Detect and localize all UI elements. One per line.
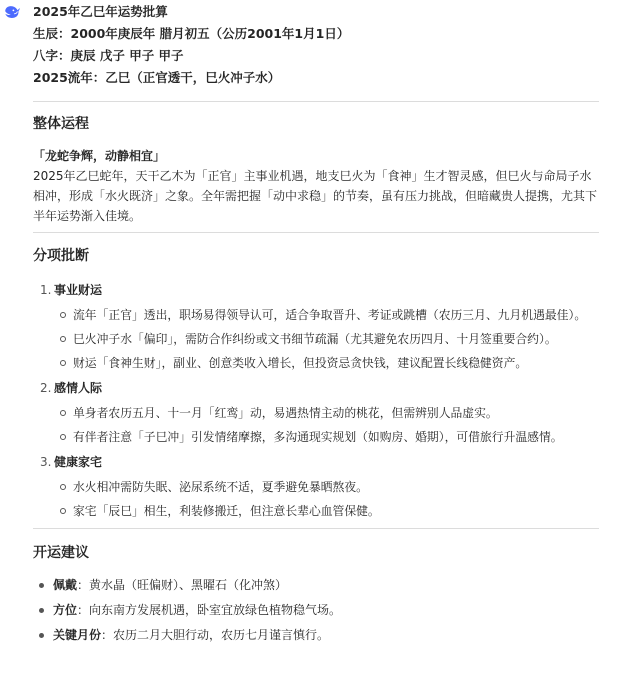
advice-label: 方位 (53, 603, 78, 617)
sub-list (33, 305, 599, 373)
divider (33, 528, 599, 529)
divider (33, 232, 599, 233)
liunian-info: 2025流年：乙巳（正官透干，巳火冲子水） (33, 70, 281, 85)
advice-item (33, 575, 599, 595)
item-heading (33, 378, 599, 398)
sub-item: 巳火冲子水「偏印」，需防合作纠纷或文书细节疏漏（尤其避免农历四月、十月签重要合约）。 (33, 329, 599, 349)
advice-title: 开运建议 (33, 545, 89, 561)
sub-item: 流年「正官」透出，职场易得领导认可，适合争取晋升、考证或跳槽（农历三月、九月机遇最佳）。 (33, 305, 599, 325)
details-list (33, 280, 599, 521)
item-heading (33, 452, 599, 472)
sub-item: 水火相冲需防失眠、泌尿系统不适，夏季避免暴晒熬夜。 (33, 477, 599, 497)
advice-item (33, 625, 599, 645)
overall-subtitle: 「龙蛇争辉，动静相宜」 (33, 149, 166, 163)
birth-info: 生辰：2000年庚辰年 腊月初五（公历2001年1月1日） (33, 26, 350, 41)
sub-item: 有伴者注意「子巳冲」引发情绪摩擦，多沟通现实规划（如购房、婚期），可借旅行升温感情。 (33, 427, 599, 447)
item-heading (33, 280, 599, 300)
bazi-info: 八字：庚辰 戊子 甲子 甲子 (33, 48, 184, 63)
item-number: 2. (40, 381, 52, 395)
overall-body: 2025年乙巳蛇年，天干乙木为「正官」主事业机遇，地支巳火为「食神」生才智灵感，但巳火与命局子水相冲，形成「水火既济」之象。全年需把握「动中求稳」的节奏，虽有压力挑战，但暗藏贵人提携，尤其下半年运势渐入佳境。 (33, 169, 598, 223)
item-title: 健康家宅 (54, 455, 103, 469)
overall-title: 整体运程 (33, 116, 89, 132)
list-item (33, 452, 599, 521)
item-title: 事业财运 (54, 283, 103, 297)
details-title: 分项批断 (33, 248, 89, 264)
divider (33, 101, 599, 102)
item-title: 感情人际 (54, 381, 103, 395)
advice-label: 关键月份 (53, 628, 102, 642)
list-item (33, 378, 599, 447)
report-title: 2025年乙巳年运势批算 (33, 4, 168, 19)
list-item (33, 280, 599, 373)
sub-list (33, 477, 599, 521)
header-block (33, 1, 599, 89)
sub-item: 家宅「辰巳」相生，利装修搬迁，但注意长辈心血管保健。 (33, 501, 599, 521)
advice-list (33, 575, 599, 645)
advice-text: ：向东南方发展机遇，卧室宜放绿色植物稳气场。 (77, 603, 342, 617)
assistant-avatar-icon (2, 2, 22, 22)
advice-text: ：黄水晶（旺偏财）、黑曜石（化冲煞） (77, 578, 288, 592)
advice-label: 佩戴 (53, 578, 78, 592)
item-number: 3. (40, 455, 52, 469)
sub-item: 单身者农历五月、十一月「红鸾」动，易遇热情主动的桃花，但需辨别人品虚实。 (33, 403, 599, 423)
assistant-message (33, 0, 599, 645)
sub-list (33, 403, 599, 447)
advice-item (33, 600, 599, 620)
sub-item: 财运「食神生财」，副业、创意类收入增长，但投资忌贪快钱，建议配置长线稳健资产。 (33, 353, 599, 373)
item-number: 1. (40, 283, 52, 297)
advice-text: ：农历二月大胆行动，农历七月谨言慎行。 (101, 628, 330, 642)
